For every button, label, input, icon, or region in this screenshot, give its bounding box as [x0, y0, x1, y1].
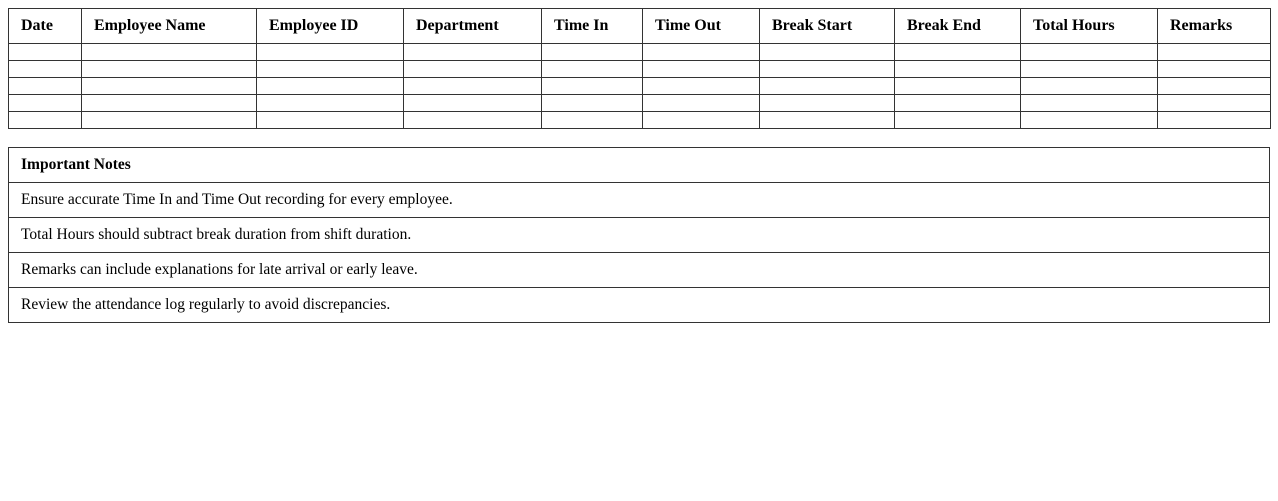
note-item: Review the attendance log regularly to avoid discrepancies. [9, 288, 1270, 323]
table-cell [1158, 78, 1271, 95]
table-cell [1021, 95, 1158, 112]
table-cell [9, 112, 82, 129]
header-break-start: Break Start [760, 9, 895, 44]
table-cell [895, 112, 1021, 129]
table-body [9, 44, 1271, 129]
table-cell [760, 112, 895, 129]
table-header-row [9, 9, 1271, 44]
header-remarks: Remarks [1158, 9, 1271, 44]
table-cell [82, 112, 257, 129]
table-cell [760, 95, 895, 112]
table-cell [1021, 44, 1158, 61]
table-cell [542, 61, 643, 78]
attendance-log-table [8, 8, 1271, 129]
table-cell [82, 78, 257, 95]
header-date: Date [9, 9, 82, 44]
table-cell [542, 95, 643, 112]
table-cell [895, 78, 1021, 95]
table-cell [9, 61, 82, 78]
header-employee-name: Employee Name [82, 9, 257, 44]
table-cell [643, 61, 760, 78]
table-cell [643, 112, 760, 129]
header-total-hours: Total Hours [1021, 9, 1158, 44]
table-cell [760, 78, 895, 95]
notes-header-row [9, 148, 1270, 183]
note-row [9, 288, 1270, 323]
table-cell [1158, 61, 1271, 78]
table-cell [542, 78, 643, 95]
header-time-out: Time Out [643, 9, 760, 44]
table-cell [257, 44, 404, 61]
table-cell [404, 112, 542, 129]
note-item: Remarks can include explanations for late arrival or early leave. [9, 253, 1270, 288]
table-cell [82, 44, 257, 61]
important-notes-table [8, 147, 1270, 323]
table-cell [643, 78, 760, 95]
table-cell [760, 44, 895, 61]
table-cell [895, 61, 1021, 78]
header-break-end: Break End [895, 9, 1021, 44]
table-cell [1021, 112, 1158, 129]
table-cell [643, 95, 760, 112]
table-cell [9, 44, 82, 61]
table-cell [895, 95, 1021, 112]
table-cell [404, 95, 542, 112]
header-department: Department [404, 9, 542, 44]
table-cell [895, 44, 1021, 61]
table-cell [9, 78, 82, 95]
notes-heading: Important Notes [9, 148, 1270, 183]
table-row [9, 112, 1271, 129]
table-cell [404, 44, 542, 61]
note-item: Ensure accurate Time In and Time Out recording for every employee. [9, 183, 1270, 218]
document-body [8, 8, 1270, 323]
table-cell [1158, 44, 1271, 61]
table-cell [542, 44, 643, 61]
table-cell [1021, 61, 1158, 78]
table-cell [257, 61, 404, 78]
table-cell [542, 112, 643, 129]
table-cell [404, 61, 542, 78]
table-cell [1021, 78, 1158, 95]
table-cell [404, 78, 542, 95]
note-item: Total Hours should subtract break duration from shift duration. [9, 218, 1270, 253]
note-row [9, 183, 1270, 218]
table-cell [257, 78, 404, 95]
table-row [9, 44, 1271, 61]
header-employee-id: Employee ID [257, 9, 404, 44]
note-row [9, 253, 1270, 288]
table-cell [9, 95, 82, 112]
table-cell [643, 44, 760, 61]
table-cell [1158, 95, 1271, 112]
table-row [9, 95, 1271, 112]
table-cell [257, 112, 404, 129]
note-row [9, 218, 1270, 253]
table-cell [257, 95, 404, 112]
table-cell [760, 61, 895, 78]
table-cell [82, 95, 257, 112]
header-time-in: Time In [542, 9, 643, 44]
table-cell [82, 61, 257, 78]
table-row [9, 78, 1271, 95]
table-cell [1158, 112, 1271, 129]
table-row [9, 61, 1271, 78]
